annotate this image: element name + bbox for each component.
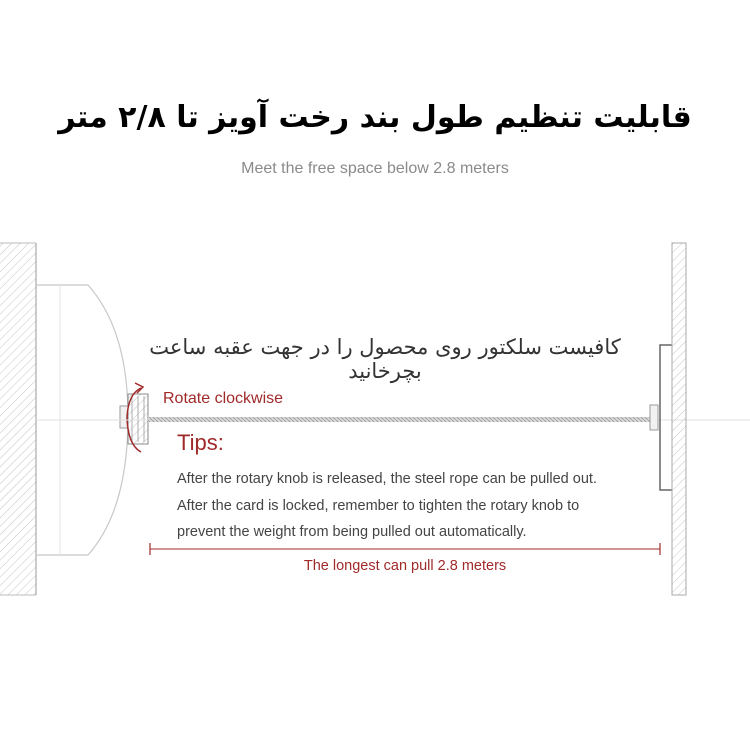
rope-hook: [650, 405, 658, 430]
tips-line: prevent the weight from being pulled out automatically.: [177, 524, 527, 540]
steel-rope: [148, 417, 653, 422]
page-title: قابلیت تنظیم طول بند رخت آویز تا ۲/۸ متر: [58, 100, 692, 135]
persian-instruction: کافیست سلکتور روی محصول را در جهت عقبه ساعت بچرخانید: [149, 335, 621, 383]
page-subtitle: Meet the free space below 2.8 meters: [241, 160, 509, 177]
wall-bracket: [660, 345, 672, 490]
right-wall: [672, 243, 686, 595]
rotary-knob: [120, 394, 148, 444]
tips-heading: Tips:: [177, 430, 224, 455]
left-wall: [0, 243, 36, 595]
tips-line: After the rotary knob is released, the steel rope can be pulled out.: [177, 471, 597, 487]
tips-body: [177, 466, 647, 546]
rotate-clockwise-label: Rotate clockwise: [163, 390, 284, 407]
max-length-label: The longest can pull 2.8 meters: [303, 558, 507, 574]
tips-line: After the card is locked, remember to tighten the rotary knob to: [177, 497, 580, 514]
